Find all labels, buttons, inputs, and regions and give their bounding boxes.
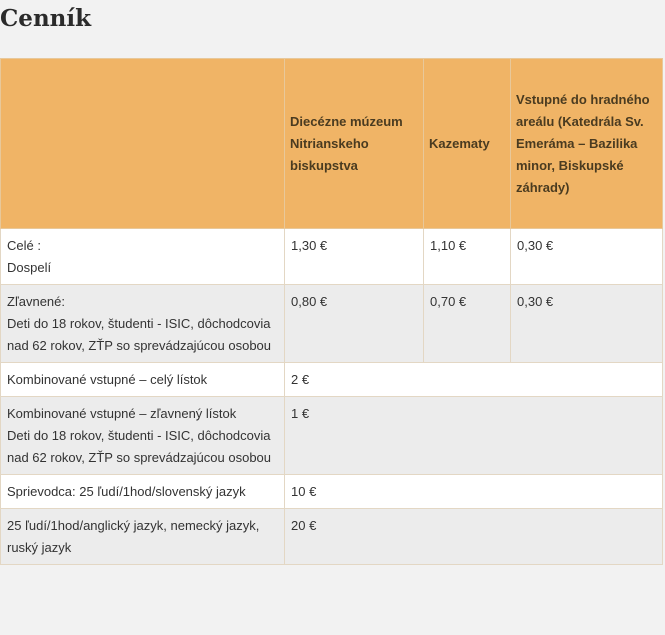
header-corner-cell <box>1 59 285 229</box>
price-museum: 1,30 € <box>285 229 424 285</box>
table-row <box>1 509 663 565</box>
row-label-cell <box>1 285 285 363</box>
price-guide: 10 € <box>285 475 663 509</box>
row-label: Celé : <box>7 238 41 253</box>
header-museum: Diecézne múzeum Nitrianskeho biskupstva <box>285 59 424 229</box>
row-label: Kombinované vstupné – zľavnený lístok <box>7 406 237 421</box>
table-row <box>1 363 663 397</box>
table-row <box>1 397 663 475</box>
price-castle-area: 0,30 € <box>511 285 663 363</box>
price-combined: 2 € <box>285 363 663 397</box>
row-label: 25 ľudí/1hod/anglický jazyk, nemecký jazyk, ruský jazyk <box>7 518 260 555</box>
header-kazematy: Kazematy <box>424 59 511 229</box>
table-row <box>1 229 663 285</box>
price-castle-area: 0,30 € <box>511 229 663 285</box>
price-kazematy: 0,70 € <box>424 285 511 363</box>
price-combined: 1 € <box>285 397 663 475</box>
row-label: Sprievodca: 25 ľudí/1hod/slovenský jazyk <box>7 484 246 499</box>
row-label-cell <box>1 509 285 565</box>
row-label-cell <box>1 363 285 397</box>
table-row <box>1 475 663 509</box>
header-castle-area: Vstupné do hradného areálu (Katedrála Sv. Emeráma – Bazilika minor, Biskupské záhrady) <box>511 59 663 229</box>
row-label-cell <box>1 229 285 285</box>
price-museum: 0,80 € <box>285 285 424 363</box>
page-title: Cenník <box>0 5 92 32</box>
price-table <box>0 58 663 565</box>
table-header-row <box>1 59 663 229</box>
price-kazematy: 1,10 € <box>424 229 511 285</box>
row-label: Zľavnené: <box>7 294 65 309</box>
table-row <box>1 285 663 363</box>
row-label-cell <box>1 475 285 509</box>
row-label: Kombinované vstupné – celý lístok <box>7 372 208 387</box>
row-sublabel: Dospelí <box>7 260 52 275</box>
row-sublabel: Deti do 18 rokov, študenti - ISIC, dôchodcovia nad 62 rokov, ZŤP so sprevádzajúcou osobou <box>7 316 272 353</box>
row-label-cell <box>1 397 285 475</box>
row-sublabel: Deti do 18 rokov, študenti - ISIC, dôchodcovia nad 62 rokov, ZŤP so sprevádzajúcou osobou <box>7 428 272 465</box>
price-guide: 20 € <box>285 509 663 565</box>
